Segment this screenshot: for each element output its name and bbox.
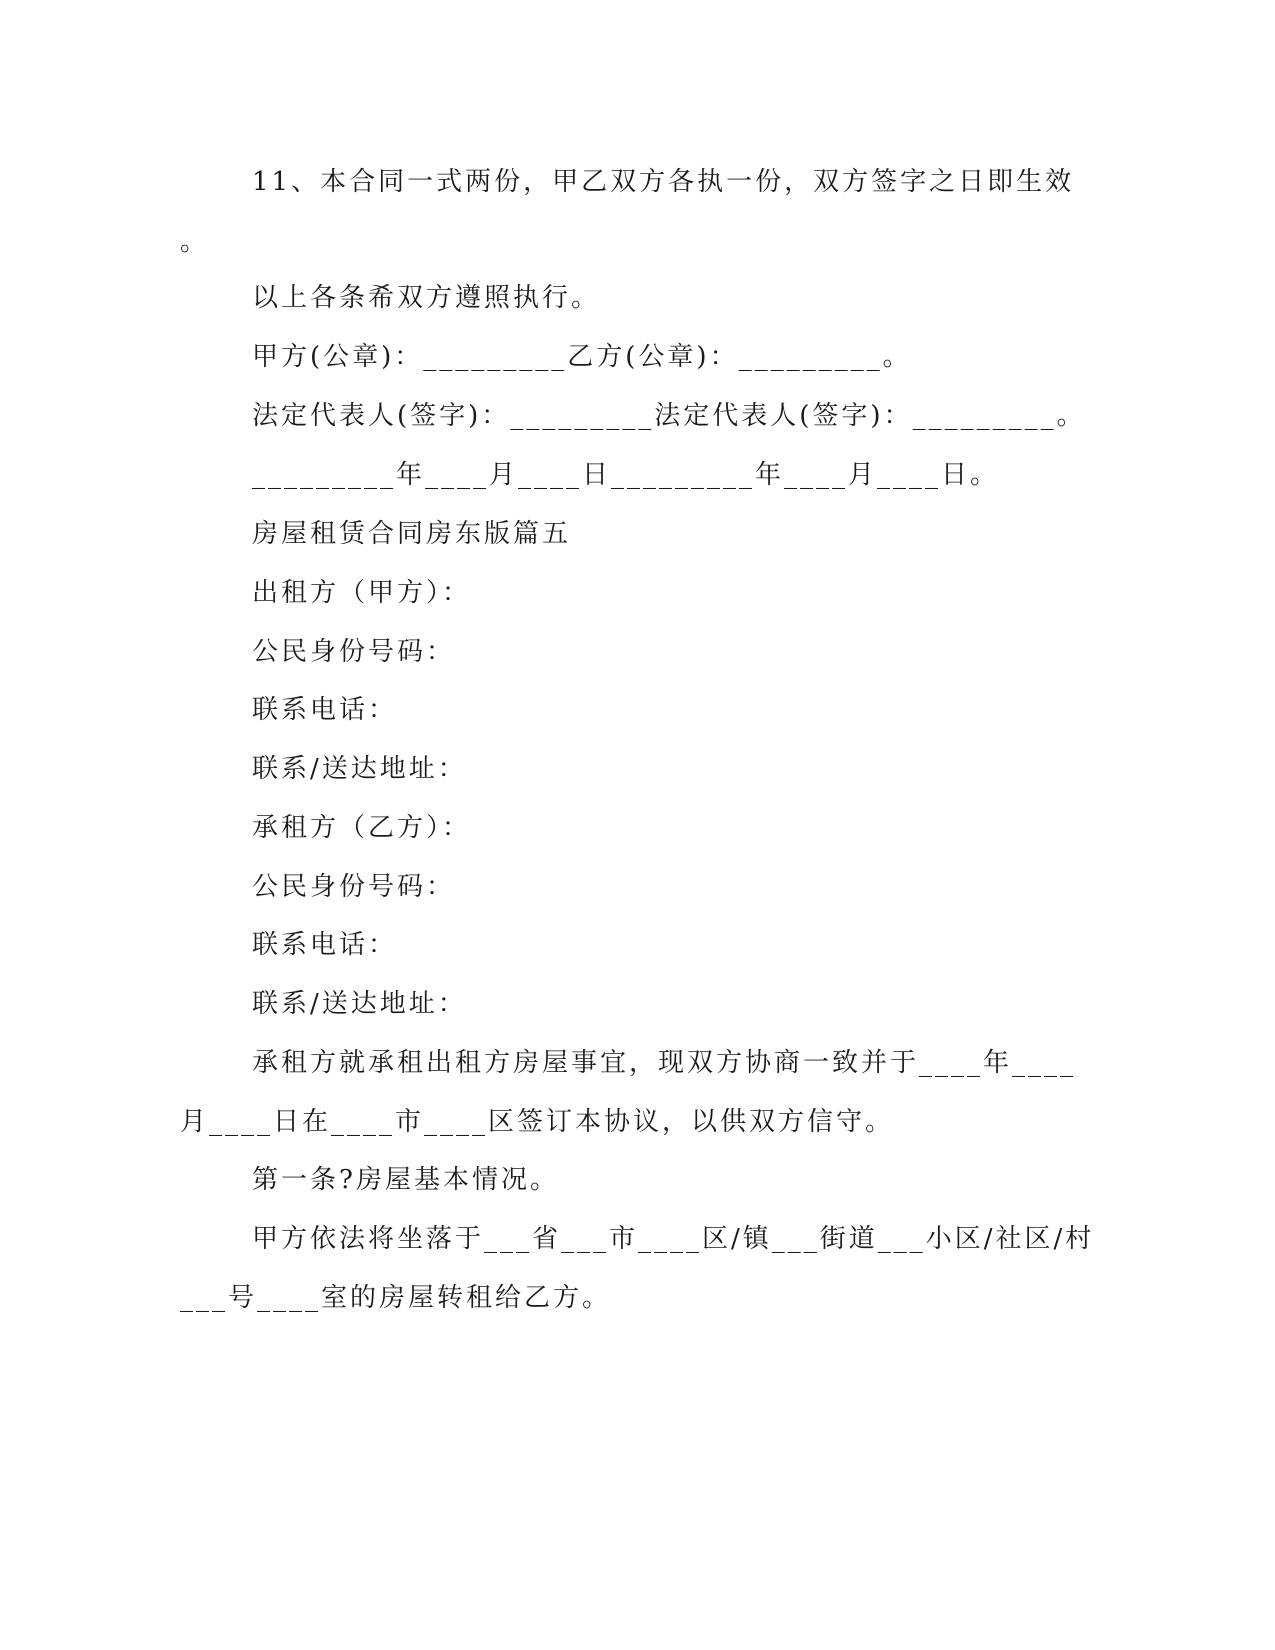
agreement-paragraph: 承租方就承租出租方房屋事宜，现双方协商一致并于____年____ (252, 1048, 1077, 1078)
date-line: _________年____月____日_________年____月____日。 (252, 460, 1000, 490)
lessee-phone-label: 联系电话： (252, 930, 398, 960)
clause-11-continuation: 。 (180, 227, 210, 257)
property-location-paragraph: 甲方依法将坐落于___省___市____区/镇___街道___小区/社区/村 (252, 1224, 1095, 1254)
lessee-label: 承租方（乙方）： (252, 813, 472, 843)
clause-11-text: 11、本合同一式两份，甲乙双方各执一份，双方签字之日即生效 (252, 167, 1075, 197)
lessor-address-label: 联系/送达地址： (252, 754, 467, 784)
article-one-heading: 第一条?房屋基本情况。 (252, 1165, 559, 1195)
lessee-address-label: 联系/送达地址： (252, 989, 467, 1019)
party-seal-line: 甲方(公章)：_________乙方(公章)：_________。 (252, 342, 912, 372)
representative-signature-line: 法定代表人(签字)：_________法定代表人(签字)：_________。 (252, 401, 1086, 431)
property-location-continuation: ___号____室的房屋转租给乙方。 (180, 1283, 612, 1313)
lessor-phone-label: 联系电话： (252, 695, 398, 725)
agreement-paragraph-continuation: 月____日在____市____区签订本协议，以供双方信守。 (180, 1107, 895, 1137)
lessor-label: 出租方（甲方）： (252, 578, 472, 608)
section-heading: 房屋租赁合同房东版篇五 (252, 519, 572, 549)
lessor-id-label: 公民身份号码： (252, 637, 456, 667)
lessee-id-label: 公民身份号码： (252, 872, 456, 902)
closing-statement: 以上各条希双方遵照执行。 (252, 283, 601, 313)
